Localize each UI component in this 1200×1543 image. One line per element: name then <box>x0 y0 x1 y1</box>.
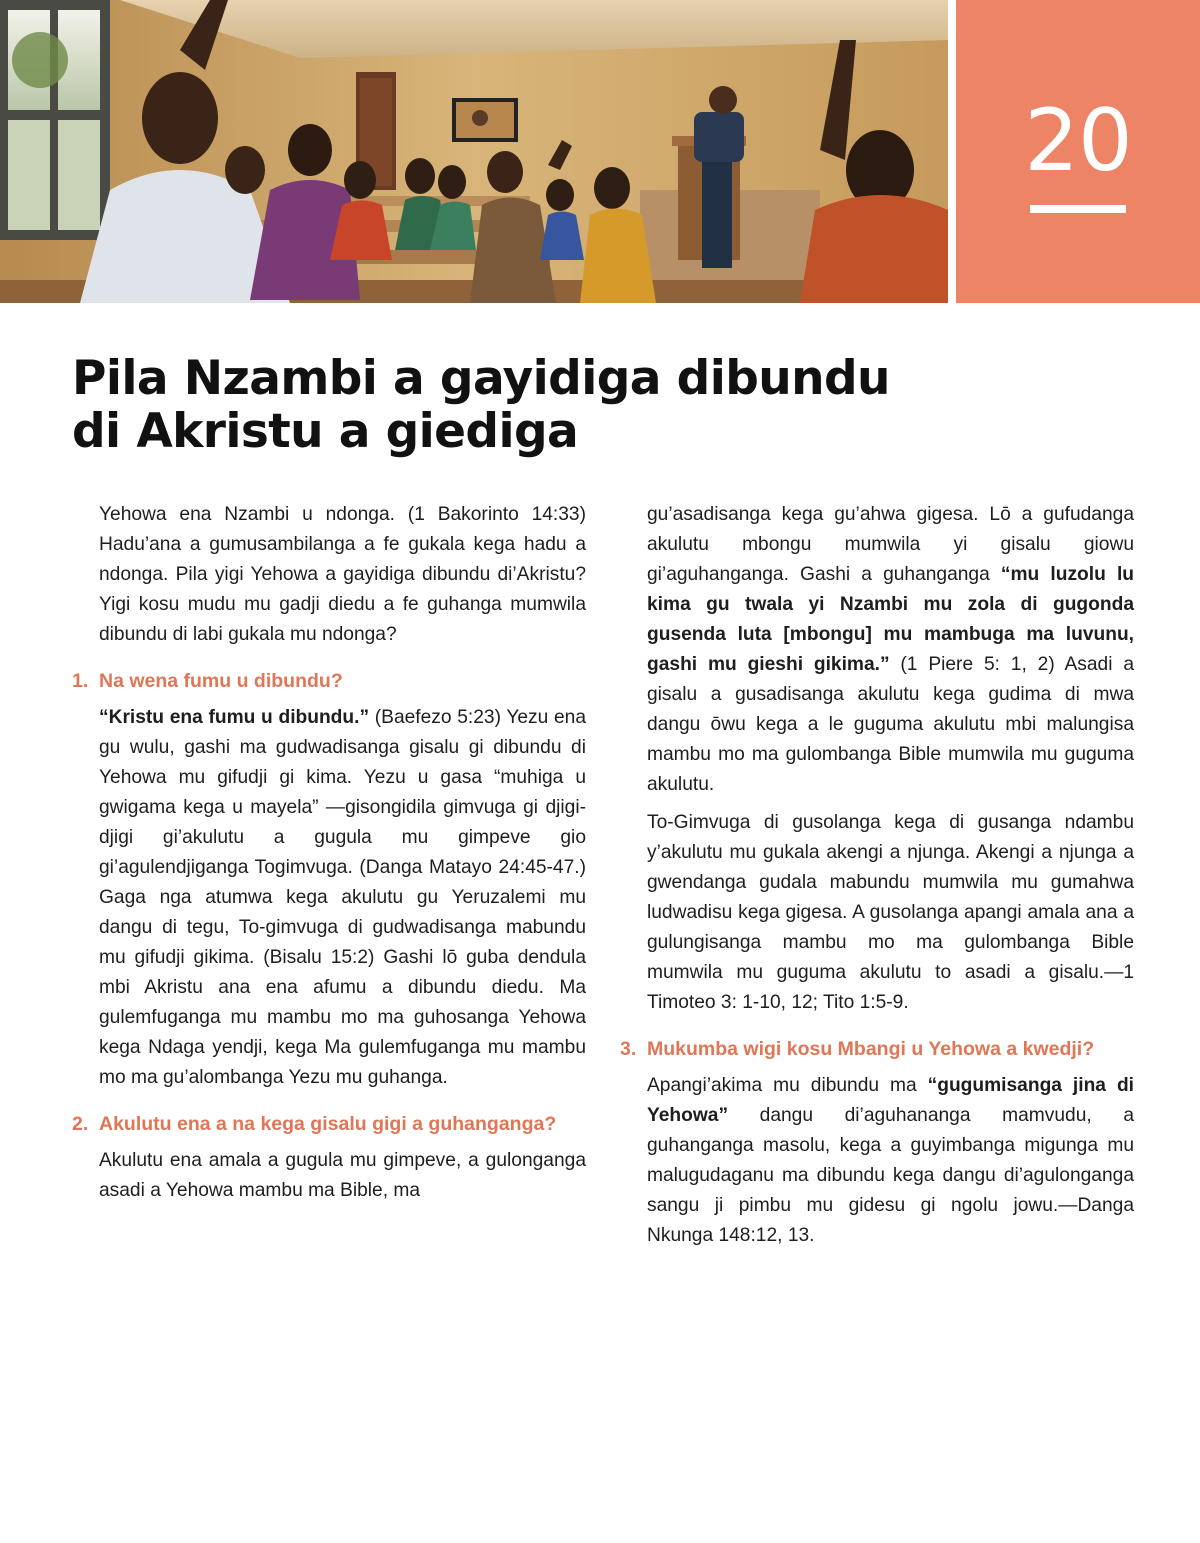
question-3-heading <box>620 1036 1134 1063</box>
intro-paragraph: Yehowa ena Nzambi u ndonga. (1 Bakorinto 14:33) Hadu’ana a gumusambilanga a fe gukala kega hadu a ndonga. Pila yigi Yehowa a gayidiga dibundu di’Akristu? Yigi kosu mudu mu gadji diedu a fe guhanga mumwila dibundu di labi gukala mu ndonga? <box>99 504 586 645</box>
answer-3-text-b: dangu di’aguhananga mamvudu, a guhanganga masolu, kega a guyimbanga migunga mu malugudaganu ma dibundu kega dangu di’agulonganga sangu ji pimbu mu gidesu gi ngolu jowu.—Danga Nkunga 148:12, 13. <box>647 1105 1134 1246</box>
question-1-number: 1. <box>72 670 89 692</box>
left-column <box>72 500 586 1214</box>
question-1-text: Na wena fumu u dibundu? <box>99 670 343 692</box>
answer-2-paragraph-2: To-Gimvuga di gusolanga kega di gusanga ndambu y’akulutu mu gukala akengi a njunga. Akengi a njunga a gwendanga gudala mabundu mumwila mu gumahwa ludwadisu kega gigesa. A gusolanga apangi amala ana a gulungisanga mambu mo ma gulombanga Bible mumwila mu guguma akulutu to asadi a gisalu.—1 Timoteo 3: 1-10, 12; Tito 1:5-9. <box>647 812 1134 1013</box>
answer-1-paragraph <box>72 703 586 1093</box>
lesson-number: 20 <box>1024 91 1132 191</box>
question-3-number: 3. <box>620 1038 637 1060</box>
right-column <box>620 500 1134 1259</box>
question-3-text: Mukumba wigi kosu Mbangi u Yehowa a kwedji? <box>647 1038 1095 1060</box>
question-2-heading <box>72 1111 586 1138</box>
answer-2-paragraph-continued <box>620 500 1134 800</box>
page-title-line-1: Pila Nzambi a gayidiga dibundu <box>72 351 890 406</box>
answer-2-text-b: (1 Piere 5: 1, 2) Asadi a gisalu a gusadisanga akulutu kega gudima di mwa dangu ōwu kega a le guguma akulutu mbi malungisa mambu mo ma gulombanga Bible mumwila mu guguma akulutu. <box>647 654 1134 795</box>
lesson-number-block <box>956 0 1200 303</box>
question-2-number: 2. <box>72 1113 89 1135</box>
hero-photo <box>0 0 948 303</box>
lesson-number-underline <box>1030 205 1126 213</box>
page-title-line-2: di Akristu a giediga <box>72 404 579 459</box>
answer-1-quote: “Kristu ena fumu u dibundu.” <box>99 707 370 728</box>
answer-3-paragraph <box>620 1071 1134 1251</box>
answer-1-text: (Baefezo 5:23) Yezu ena gu wulu, gashi ma gudwadisanga gisalu gi dibundu di Yehowa mu gifudji gi kima. Yezu u gasa “muhiga u gwigama kega u mayela” —gisongidila gimvuga gi djigi-djigi gi’akulutu a gugula mu gimpeve gio gi’agulendjiganga Togimvuga. (Danga Matayo 24:45-47.) Gaga nga atumwa kega akulutu gu Yeruzalemi mu dangu di tegu, To-gimvuga di gudwadisanga mabundu mu gifudji gikima. (Bisalu 15:2) Gashi lō guba dendula mbi Akristu ana ena afumu a dibundu diedu. Ma gulemfuganga mu mambu mo ma guhosanga Yehowa kega Ndaga yendji, kega Ma gulemfuganga mu mambu mo ma gu’alombanga Yezu mu guhanga. <box>99 707 587 1088</box>
answer-3-quote: “gugumisanga jina di Yehowa” <box>647 1075 1134 1126</box>
answer-2-paragraph-start: Akulutu ena amala a gugula mu gimpeve, a gulonganga asadi a Yehowa mambu ma Bible, ma <box>99 1150 586 1201</box>
answer-2-text-a: gu’asadisanga kega gu’ahwa gigesa. Lō a gufudanga akulutu mbongu mumwila yi gisalu giowu gi’aguhanganga. Gashi a guhanganga <box>647 504 1134 585</box>
answer-2-quote: “mu luzolu lu kima gu twala yi Nzambi mu zola di gugonda gusenda luta [mbongu] mu mambuga ma luvunu, gashi mu gieshi gikima.” <box>647 564 1134 675</box>
answer-3-text-a: Apangi’akima mu dibundu ma <box>647 1075 928 1096</box>
page-title <box>72 352 932 458</box>
question-2-text: Akulutu ena a na kega gisalu gigi a guhanganga? <box>99 1113 557 1135</box>
question-1-heading <box>72 668 586 695</box>
